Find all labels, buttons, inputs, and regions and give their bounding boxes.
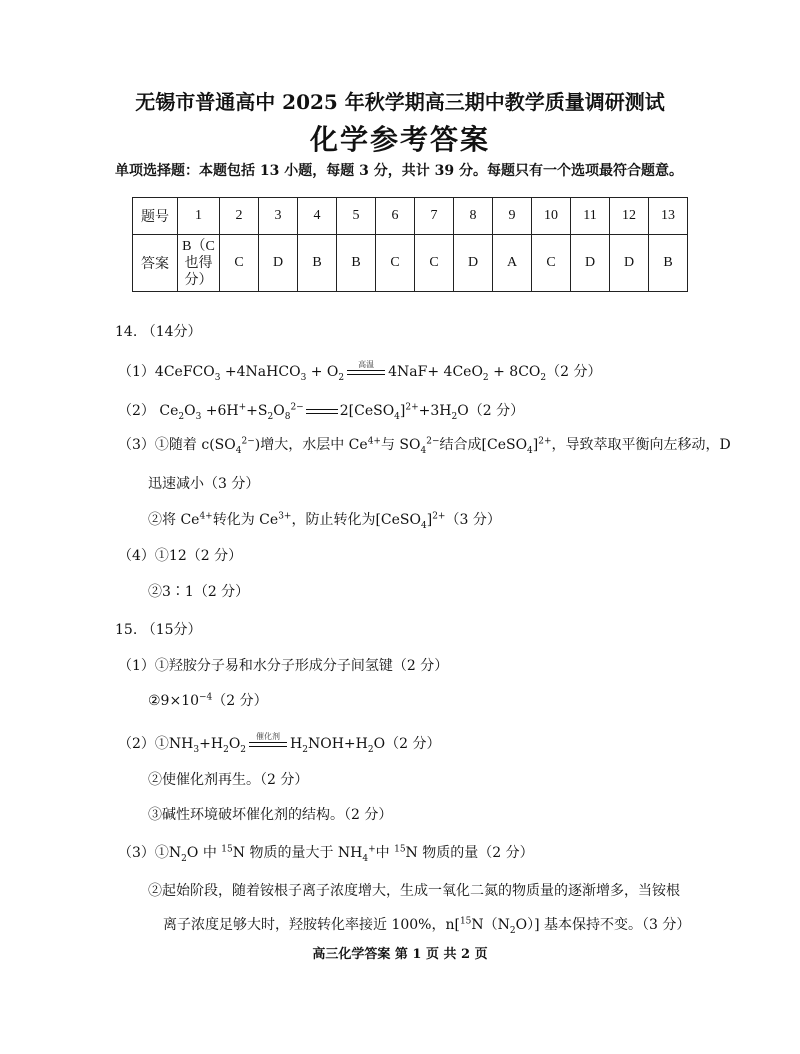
label: （2） [118, 736, 155, 752]
sub: 3 [214, 372, 221, 383]
sub: 2 [267, 411, 274, 422]
row-label-answer: 答案 [133, 235, 178, 292]
sup: 15 [394, 844, 406, 855]
q15-part2-line3: ③碱性环境破坏催化剂的结构。（2 分） [148, 807, 393, 823]
sub: 3 [300, 372, 307, 383]
text: +H [199, 736, 224, 752]
text: ①羟胺分子易和水分子形成分子间氢键（2 分） [154, 658, 449, 674]
sup: 2+ [405, 402, 419, 413]
label: （3） [118, 845, 155, 861]
sub: 4 [394, 411, 400, 422]
sub: 2 [302, 744, 308, 755]
score: （2 分） [546, 364, 602, 380]
text: O 中 [186, 845, 222, 861]
text: O [184, 403, 196, 419]
score: （2 分） [468, 403, 525, 419]
q14-part3-line2: 迅速减小（3 分） [148, 476, 260, 492]
text: + 8CO [488, 364, 541, 380]
table-cell: A [493, 235, 532, 292]
sub: 2 [240, 744, 247, 755]
table-cell: 11 [571, 198, 610, 235]
reaction-condition: 高温 [358, 359, 375, 369]
text: O）] 基本保持不变。（3 分） [515, 917, 691, 933]
table-cell: 5 [337, 198, 376, 235]
text: +S [246, 403, 268, 419]
text: 转化为 Ce [212, 512, 279, 528]
text: H [290, 736, 303, 752]
row-label-number: 题号 [133, 198, 178, 235]
table-cell: 13 [649, 198, 688, 235]
page-title: 化学参考答案 [309, 123, 490, 156]
table-row-answers [133, 235, 688, 292]
text: ②9×10 [148, 693, 200, 709]
label: （1） [118, 658, 155, 674]
q15-part3-line2: ②起始阶段，随着铵根子离子浓度增大，生成一氧化二氮的物质量的逐渐增多，当铵根 [148, 883, 680, 899]
q15-part2-line2: ②使催化剂再生。（2 分） [148, 772, 309, 788]
q14-part3-line3 [148, 509, 501, 529]
table-cell: 7 [415, 198, 454, 235]
sub: 8 [284, 411, 291, 422]
text: +4NaHCO [220, 364, 301, 380]
text: 中 [375, 845, 395, 861]
sub: 4 [420, 445, 427, 456]
text: 结合成[CeSO [439, 437, 528, 453]
label: （3） [118, 437, 155, 453]
sub: 4 [362, 853, 369, 864]
q14-part3-line1 [118, 434, 731, 454]
sub: 2 [451, 411, 458, 422]
table-cell: 3 [259, 198, 298, 235]
text: 4CeFCO [154, 364, 215, 380]
text: NOH+H [307, 736, 368, 752]
sub: 4 [421, 520, 427, 531]
label: （2） [118, 403, 155, 419]
sub: 4 [235, 445, 242, 456]
text: ②将 Ce [148, 512, 200, 528]
text: N 物质的量（2 分） [405, 845, 534, 861]
sub: 2 [367, 744, 374, 755]
sub: 2 [223, 744, 229, 755]
sup: + [238, 402, 247, 413]
label: （4） [118, 548, 155, 564]
table-cell: C [220, 235, 259, 292]
text: O [273, 403, 285, 419]
sub: 2 [509, 925, 516, 936]
sup: 4+ [367, 436, 381, 447]
text: O [228, 736, 241, 752]
text: （3 分） [445, 512, 501, 528]
table-cell: B [337, 235, 376, 292]
sup: 15 [459, 916, 472, 927]
table-cell: 10 [532, 198, 571, 235]
sub: 3 [193, 744, 200, 755]
q15-part1-line1 [118, 655, 448, 675]
table-cell: D [454, 235, 493, 292]
text: ] [426, 512, 433, 528]
text: ] [399, 403, 406, 419]
sup: 3+ [278, 511, 292, 522]
text: O [457, 403, 469, 419]
answer-table [132, 197, 688, 292]
sub: 2 [338, 372, 345, 383]
answer-1-line: 也得 [184, 255, 213, 271]
q15-part2-line1 [118, 733, 440, 753]
text: N 物质的量大于 NH [232, 845, 363, 861]
text: Ce [159, 403, 179, 419]
text: ] [532, 437, 539, 453]
table-cell: 8 [454, 198, 493, 235]
table-cell: C [376, 235, 415, 292]
q15-part3-line1 [118, 842, 534, 862]
q14-part1 [118, 361, 601, 381]
text: N（N [471, 917, 510, 933]
text: )增大，水层中 Ce [254, 437, 368, 453]
text: +6H [201, 403, 239, 419]
table-cell: C [532, 235, 571, 292]
answer-1-line: B（C [182, 238, 215, 254]
table-cell: 9 [493, 198, 532, 235]
sup: + [368, 844, 376, 855]
reaction-equals-sign [249, 731, 287, 747]
sup: −4 [199, 692, 213, 703]
reaction-condition: 催化剂 [256, 731, 281, 741]
q14-heading: 14. （14分） [115, 324, 202, 340]
text: ①NH [154, 736, 194, 752]
text: 与 SO [380, 437, 421, 453]
table-cell: B [298, 235, 337, 292]
sub: 4 [527, 445, 533, 456]
text: ，导致萃取平衡向左移动，D [551, 437, 731, 453]
table-cell: D [259, 235, 298, 292]
sup: 4+ [199, 511, 213, 522]
table-cell: D [610, 235, 649, 292]
sup: 15 [221, 844, 233, 855]
q15-part3-line3 [163, 914, 690, 934]
q15-part1-line2 [148, 690, 268, 710]
text: O（2 分） [373, 736, 441, 752]
answer-1-line: 分） [184, 272, 213, 288]
sub: 3 [195, 411, 202, 422]
text: + O [306, 364, 339, 380]
table-row-numbers [133, 198, 688, 235]
text: ，防止转化为[CeSO [291, 512, 421, 528]
table-cell: B [649, 235, 688, 292]
text: ①12（2 分） [154, 548, 243, 564]
label: （1） [118, 364, 155, 380]
table-cell-answer-1 [178, 235, 220, 292]
sup: 2− [290, 402, 304, 413]
exam-title: 无锡市普通高中 2025 年秋学期高三期中教学质量调研测试 [135, 90, 665, 114]
text: 2[CeSO [339, 403, 395, 419]
text: +3H [418, 403, 452, 419]
table-cell: D [571, 235, 610, 292]
section-instructions: 单项选择题：本题包括 13 小题，每题 3 分，共计 39 分。每题只有一个选项最符合题意。 [115, 163, 683, 179]
reaction-equals-sign [347, 359, 385, 375]
sub: 2 [181, 853, 187, 864]
sub: 2 [540, 372, 547, 383]
q14-part2 [118, 400, 524, 420]
sup: 2− [426, 436, 440, 447]
table-cell: 1 [178, 198, 220, 235]
sup: 2+ [432, 511, 446, 522]
text: ①N [154, 845, 182, 861]
text: ①随着 c(SO [154, 437, 236, 453]
table-cell: 2 [220, 198, 259, 235]
page-footer: 高三化学答案 第 1 页 共 2 页 [312, 947, 488, 962]
sub: 2 [482, 372, 489, 383]
q14-part4-line1 [118, 545, 242, 565]
text: （2 分） [212, 693, 268, 709]
table-cell: 6 [376, 198, 415, 235]
reaction-equals-sign [306, 409, 338, 414]
table-cell: 4 [298, 198, 337, 235]
sup: 2+ [538, 436, 552, 447]
text: 4NaF+ 4CeO [388, 364, 483, 380]
q14-part4-line2: ②3∶1（2 分） [148, 584, 250, 600]
text: 离子浓度足够大时，羟胺转化率接近 100%，n[ [163, 917, 460, 933]
sub: 2 [178, 411, 185, 422]
table-cell: C [415, 235, 454, 292]
table-cell: 12 [610, 198, 649, 235]
sup: 2− [241, 436, 255, 447]
q15-heading: 15. （15分） [115, 622, 202, 638]
